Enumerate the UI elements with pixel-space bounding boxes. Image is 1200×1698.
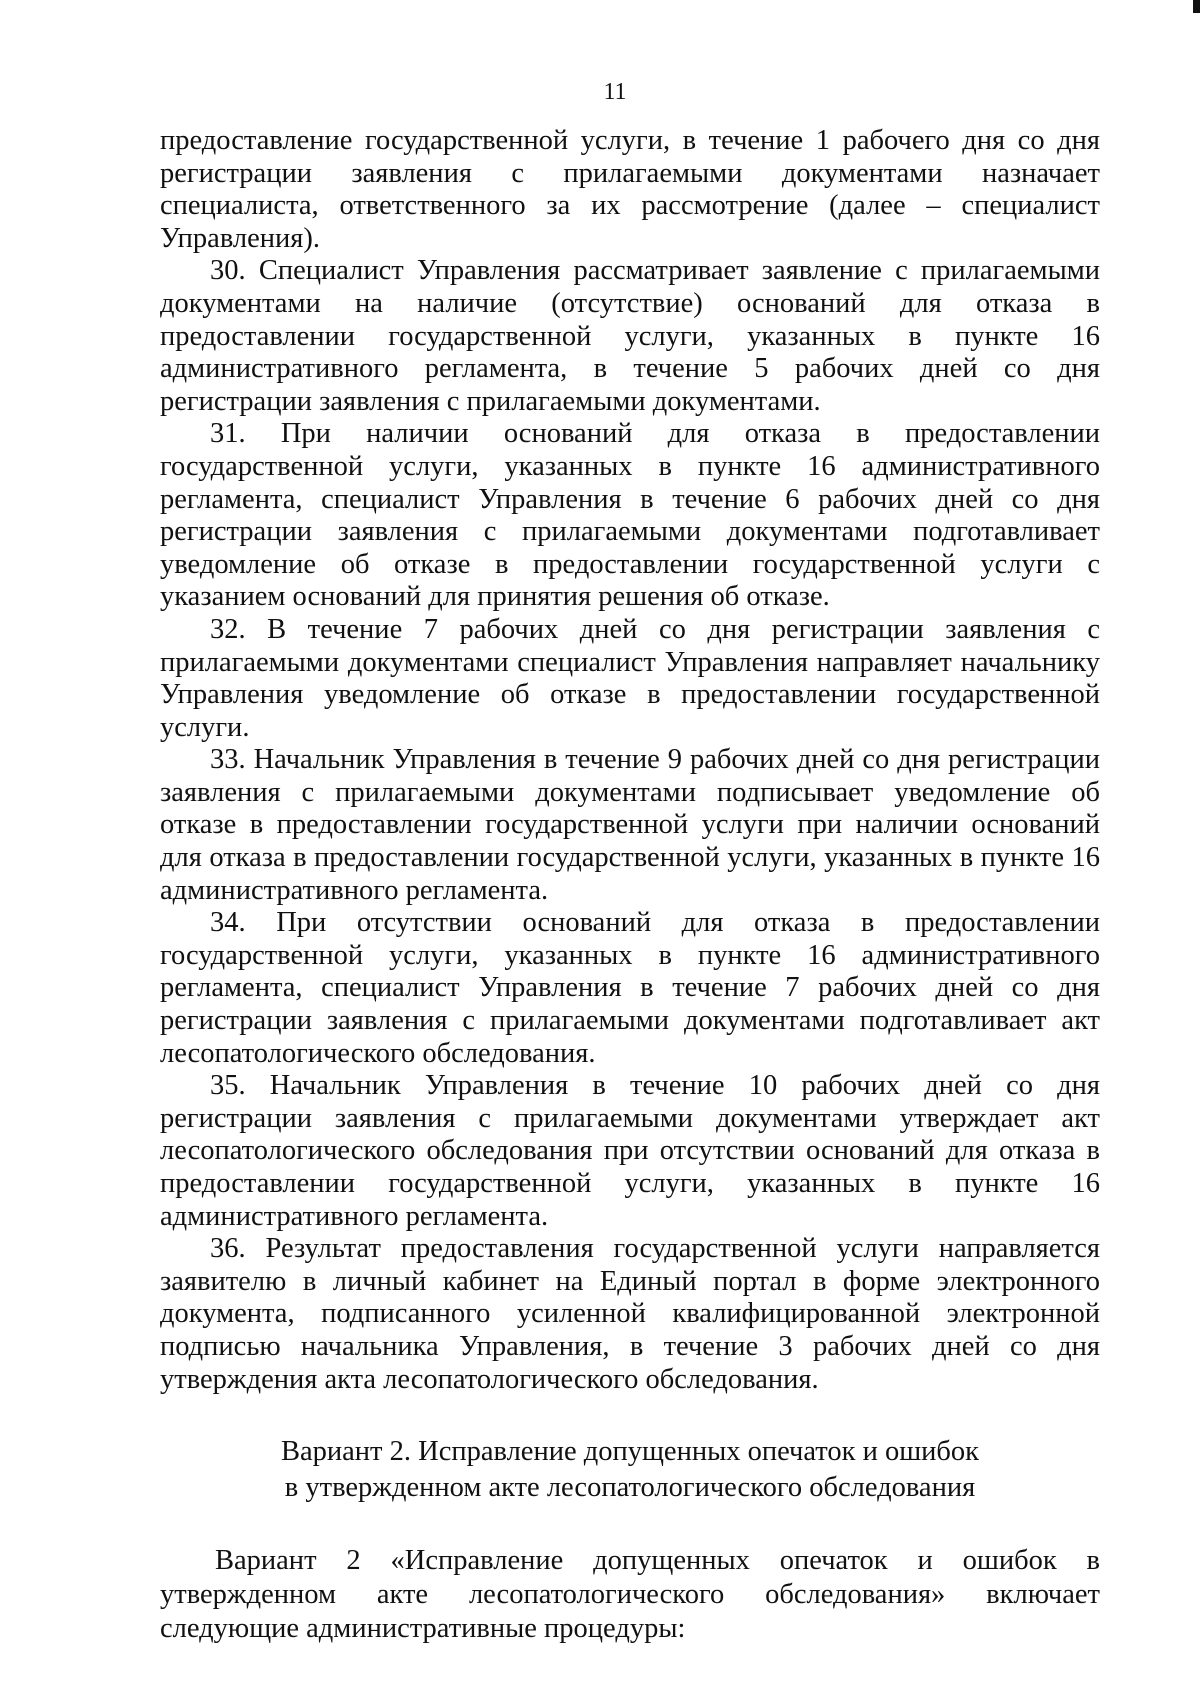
paragraph-33: 33. Начальник Управления в течение 9 рабочих дней со дня регистрации заявления с прилагаемыми документами подписывает уведомление об отказе в предоставлении государственной услуги при наличии оснований для отказа в предоставлении государственной услуги, указанных в пункте 16 административного регламента. [160, 744, 1100, 906]
paragraph-34: 34. При отсутствии оснований для отказа в предоставлении государственной услуги, указанных в пункте 16 административного регламента, специалист Управления в течение 7 рабочих дней со дня регистрации заявления с прилагаемыми документами подготавливает акт лесопатологического обследования. [160, 907, 1100, 1069]
section-title [160, 1434, 1100, 1506]
document-body [160, 125, 1100, 1646]
paragraph-32: 32. В течение 7 рабочих дней со дня регистрации заявления с прилагаемыми документами специалист Управления направляет начальнику Управления уведомление об отказе в предоставлении государственной услуги. [160, 613, 1100, 743]
paragraph-35: 35. Начальник Управления в течение 10 рабочих дней со дня регистрации заявления с прилагаемыми документами утверждает акт лесопатологического обследования при отсутствии оснований для отказа в предоставлении государственной услуги, указанных в пункте 16 административного регламента. [160, 1070, 1100, 1232]
page-number: 11 [603, 79, 627, 105]
paragraph-continuation: предоставление государственной услуги, в течение 1 рабочего дня со дня регистрации заявления с прилагаемыми документами назначает специалиста, ответственного за их рассмотрение (далее – специалист Управления). [160, 125, 1100, 254]
paragraph-31: 31. При наличии оснований для отказа в предоставлении государственной услуги, указанных в пункте 16 административного регламента, специалист Управления в течение 6 рабочих дней со дня регистрации заявления с прилагаемыми документами подготавливает уведомление об отказе в предоставлении государственной услуги с указанием оснований для принятия решения об отказе. [160, 418, 1100, 613]
variant-intro-paragraph: Вариант 2 «Исправление допущенных опечаток и ошибок в утвержденном акте лесопатологического обследования» включает следующие административные процедуры: [160, 1545, 1100, 1645]
section-title-line-1: Вариант 2. Исправление допущенных опечаток и ошибок [280, 1436, 980, 1468]
section-title-line-2: в утвержденном акте лесопатологического обследования [284, 1472, 976, 1504]
paragraph-36: 36. Результат предоставления государственной услуги направляется заявителю в личный кабинет на Единый портал в форме электронного документа, подписанного усиленной квалифицированной электронной подписью начальника Управления, в течение 3 рабочих дней со дня утверждения акта лесопатологического обследования. [160, 1233, 1100, 1395]
scan-mark [1193, 0, 1200, 13]
paragraph-30: 30. Специалист Управления рассматривает заявление с прилагаемыми документами на наличие (отсутствие) оснований для отказа в предоставлении государственной услуги, указанных в пункте 16 административного регламента, в течение 5 рабочих дней со дня регистрации заявления с прилагаемыми документами. [160, 255, 1100, 417]
